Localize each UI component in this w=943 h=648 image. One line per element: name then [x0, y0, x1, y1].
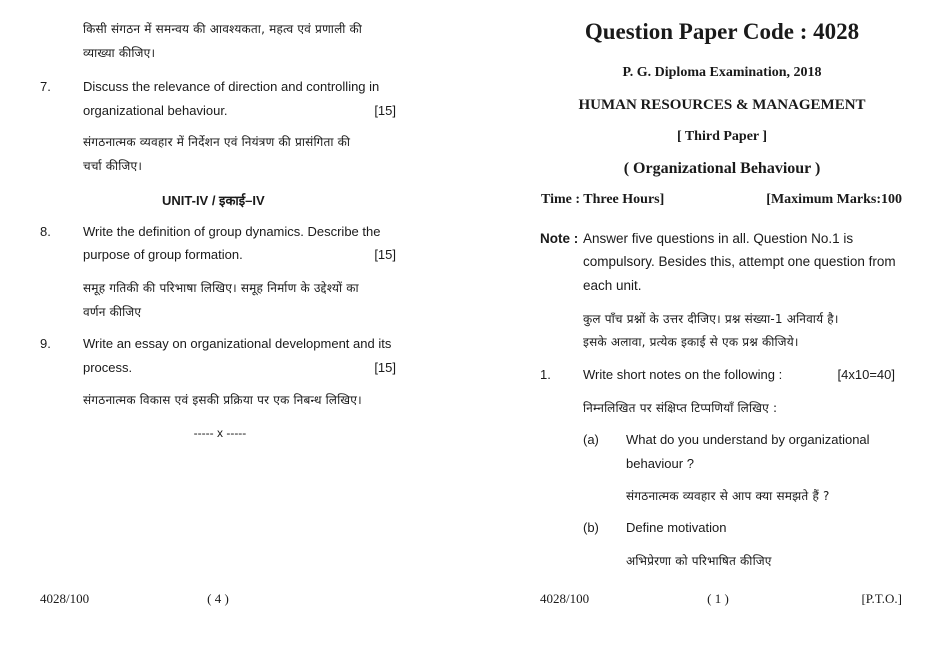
q1-text: Write short notes on the following :: [583, 367, 783, 382]
paper-name: ( Organizational Behaviour ): [623, 160, 821, 177]
q7-text-line-1: Discuss the relevance of direction and controlling in: [83, 79, 380, 94]
q9-text-line-1: Write an essay on organizational development and its: [83, 336, 392, 351]
q1-hindi: निम्नलिखित पर संक्षिप्त टिप्पणियाँ लिखिए :: [583, 401, 778, 415]
exam-name: P. G. Diploma Examination, 2018: [622, 65, 822, 80]
q9-text-line-2: process.: [83, 360, 133, 375]
note-hindi-line-2: इसके अलावा, प्रत्येक इकाई से एक प्रश्न कीजिये।: [583, 335, 799, 349]
q7-hindi-line-1: संगठनात्मक व्यवहार में निर्देशन एवं नियंत्रण की प्रासंगिता की: [83, 135, 351, 149]
left-footer-page-number: ( 4 ): [207, 591, 229, 606]
q1-number: 1.: [540, 367, 551, 382]
qa-text-line-1: What do you understand by organizational: [626, 432, 870, 447]
paper-code-title: Question Paper Code : 4028: [584, 19, 860, 44]
q7-hindi-line-2: चर्चा कीजिए।: [83, 159, 143, 173]
end-marker: ----- x -----: [193, 426, 247, 440]
q7-text-line-2: organizational behaviour.: [83, 103, 228, 118]
left-footer-code: 4028/100: [40, 591, 90, 606]
right-footer-code: 4028/100: [540, 591, 590, 606]
q8-text-line-2: purpose of group formation.: [83, 247, 243, 262]
note-line-3: each unit.: [583, 278, 642, 293]
qa-label: (a): [583, 432, 599, 447]
q8-number: 8.: [40, 224, 51, 239]
time-allowed: Time : Three Hours]: [541, 192, 665, 207]
note-hindi-line-1: कुल पाँच प्रश्नों के उत्तर दीजिए। प्रश्न संख्या-1 अनिवार्य है।: [583, 312, 839, 326]
maximum-marks: [Maximum Marks:100: [766, 192, 902, 207]
q6-hindi-line-1: किसी संगठन में समन्वय की आवश्यकता, महत्व एवं प्रणाली की: [83, 22, 363, 36]
q7-number: 7.: [40, 79, 51, 94]
right-footer-page-number: ( 1 ): [707, 591, 729, 606]
note-label: Note :: [540, 231, 579, 246]
q1-marks: [4x10=40]: [837, 367, 895, 382]
q8-hindi-line-2: वर्णन कीजिए: [83, 305, 142, 319]
q9-marks: [15]: [374, 360, 396, 375]
qb-label: (b): [583, 520, 599, 535]
q9-number: 9.: [40, 336, 51, 351]
qa-hindi: संगठनात्मक व्यवहार से आप क्या समझते हैं ?: [626, 489, 830, 503]
footer-pto: [P.T.O.]: [861, 591, 902, 606]
paper-number: [ Third Paper ]: [676, 129, 768, 144]
unit-heading: UNIT-IV / इकाई–IV: [162, 193, 265, 208]
qa-text-line-2: behaviour ?: [626, 456, 694, 471]
qb-text: Define motivation: [626, 520, 727, 535]
qb-hindi: अभिप्रेरणा को परिभाषित कीजिए: [626, 554, 772, 568]
q8-text-line-1: Write the definition of group dynamics. Describe the: [83, 224, 381, 239]
note-line-1: Answer five questions in all. Question No.1 is: [583, 231, 854, 246]
q9-hindi-line-1: संगठनात्मक विकास एवं इसकी प्रक्रिया पर एक निबन्ध लिखिए।: [83, 393, 362, 407]
subject-title: HUMAN RESOURCES & MANAGEMENT: [578, 97, 866, 113]
q8-marks: [15]: [374, 247, 396, 262]
q8-hindi-line-1: समूह गतिकी की परिभाषा लिखिए। समूह निर्माण के उद्देश्यों का: [83, 281, 359, 295]
note-line-2: compulsory. Besides this, attempt one question from: [583, 254, 896, 269]
q6-hindi-line-2: व्याख्या कीजिए।: [83, 46, 156, 60]
q7-marks: [15]: [374, 103, 396, 118]
